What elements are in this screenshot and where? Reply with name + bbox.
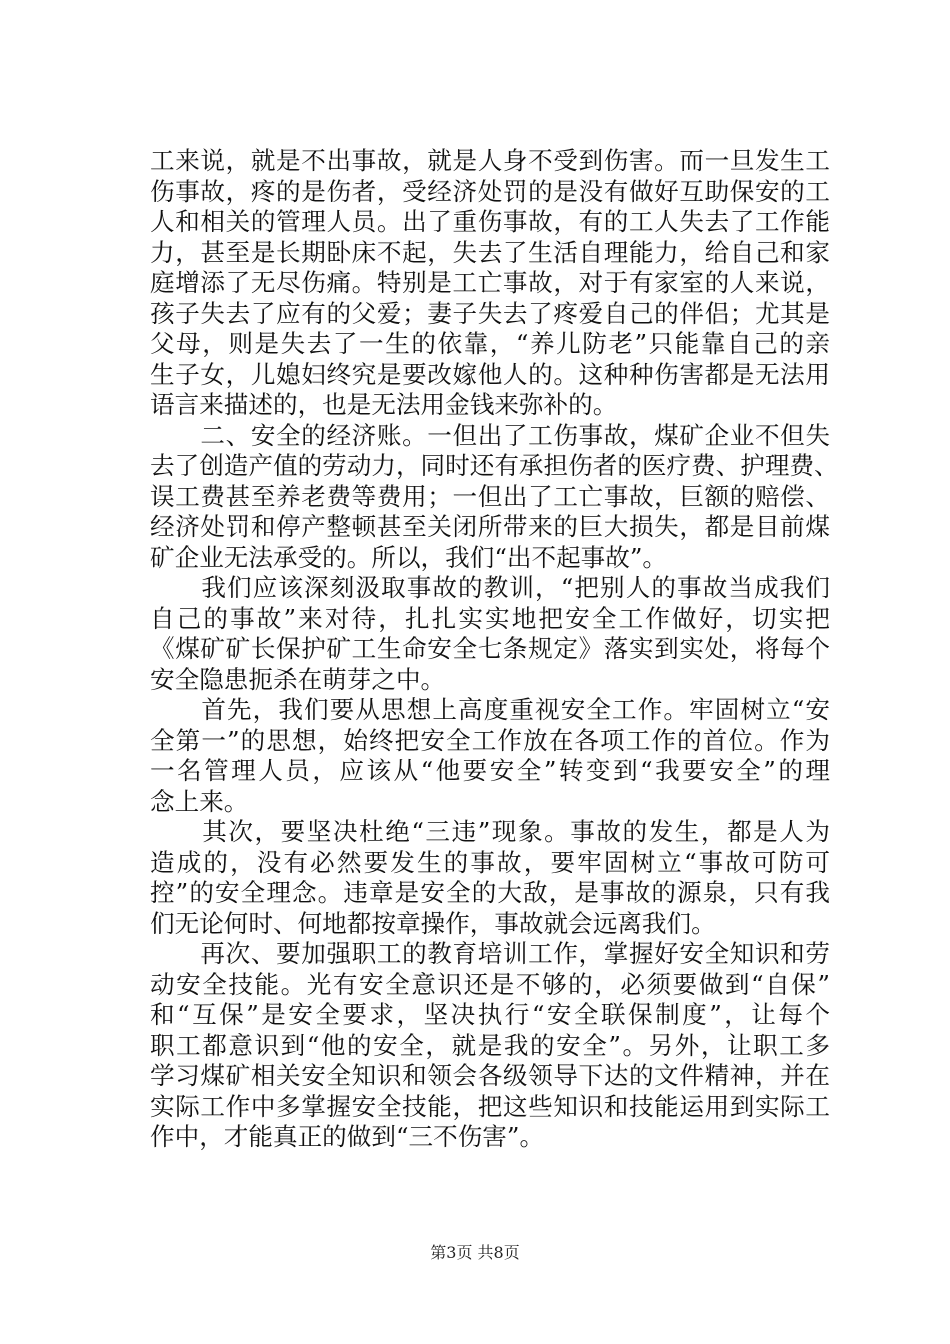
text-line: 自己的事故”来对待，扎扎实实地把安全工作做好，切实把 — [150, 603, 830, 633]
text-line: 控”的安全理念。违章是安全的大敌，是事故的源泉，只有我 — [150, 878, 830, 907]
text-line: 实际工作中多掌握安全技能，把这些知识和技能运用到实际工 — [150, 1091, 830, 1121]
text-line: 去了创造产值的劳动力，同时还有承担伤者的医疗费、护理费、 — [150, 451, 839, 480]
text-line: 一名管理人员，应该从“他要安全”转变到“我要安全”的理 — [150, 756, 830, 785]
text-line: 其次，要坚决杜绝“三违”现象。事故的发生，都是人为 — [150, 817, 830, 846]
text-line: 力，甚至是长期卧床不起，失去了生活自理能力，给自己和家 — [150, 237, 830, 267]
text-line: 父母，则是失去了一生的依靠，“养儿防老”只能靠自己的亲 — [150, 329, 830, 358]
text-line: 庭增添了无尽伤痛。特别是工亡事故，对于有家室的人来说， — [150, 268, 830, 297]
text-line: 语言来描述的，也是无法用金钱来弥补的。 — [150, 390, 618, 419]
text-line: 动安全技能。光有安全意识还是不够的，必须要做到“自保” — [150, 969, 830, 999]
text-line: 学习煤矿相关安全知识和领会各级领导下达的文件精神，并在 — [150, 1061, 830, 1090]
text-line: 伤事故，疼的是伤者，受经济处罚的是没有做好互助保安的工 — [150, 176, 830, 206]
text-line: 二、安全的经济账。一但出了工伤事故，煤矿企业不但失 — [150, 420, 830, 450]
text-line: 安全隐患扼杀在萌芽之中。 — [150, 664, 446, 694]
text-line: 造成的，没有必然要发生的事故，要牢固树立“事故可防可 — [150, 847, 830, 877]
page-footer: 第3页 共8页 — [430, 1243, 520, 1262]
text-line: 和“互保”是安全要求，坚决执行“安全联保制度”，让每个 — [150, 1000, 830, 1029]
document-body — [150, 146, 839, 1153]
text-line: 职工都意识到“他的安全，就是我的安全”。另外，让职工多 — [150, 1030, 830, 1060]
text-line: 孩子失去了应有的父爱；妻子失去了疼爱自己的伴侣；尤其是 — [150, 298, 830, 328]
text-line: 们无论何时、何地都按章操作，事故就会远离我们。 — [150, 908, 716, 938]
text-line: 人和相关的管理人员。出了重伤事故，有的工人失去了工作能 — [150, 207, 830, 236]
text-line: 作中，才能真正的做到“三不伤害”。 — [150, 1122, 545, 1151]
text-line: 念上来。 — [150, 786, 249, 816]
text-line: 全第一”的思想，始终把安全工作放在各项工作的首位。作为 — [150, 725, 830, 755]
text-line: 首先，我们要从思想上高度重视安全工作。牢固树立“安 — [150, 695, 830, 724]
text-line: 再次、要加强职工的教育培训工作，掌握好安全知识和劳 — [150, 939, 830, 968]
text-line: 生子女，儿媳妇终究是要改嫁他人的。这种种伤害都是无法用 — [150, 359, 830, 389]
text-line: 误工费甚至养老费等费用；一但出了工亡事故，巨额的赔偿、 — [150, 481, 830, 511]
text-line: 经济处罚和停产整顿甚至关闭所带来的巨大损失，都是目前煤 — [150, 512, 830, 541]
text-line: 工来说，就是不出事故，就是人身不受到伤害。而一旦发生工 — [150, 146, 830, 175]
text-line: 《煤矿矿长保护矿工生命安全七条规定》落实到实处，将每个 — [150, 634, 830, 663]
text-line: 我们应该深刻汲取事故的教训，“把别人的事故当成我们 — [150, 573, 830, 602]
text-line: 矿企业无法承受的。所以，我们“出不起事故”。 — [150, 542, 668, 572]
